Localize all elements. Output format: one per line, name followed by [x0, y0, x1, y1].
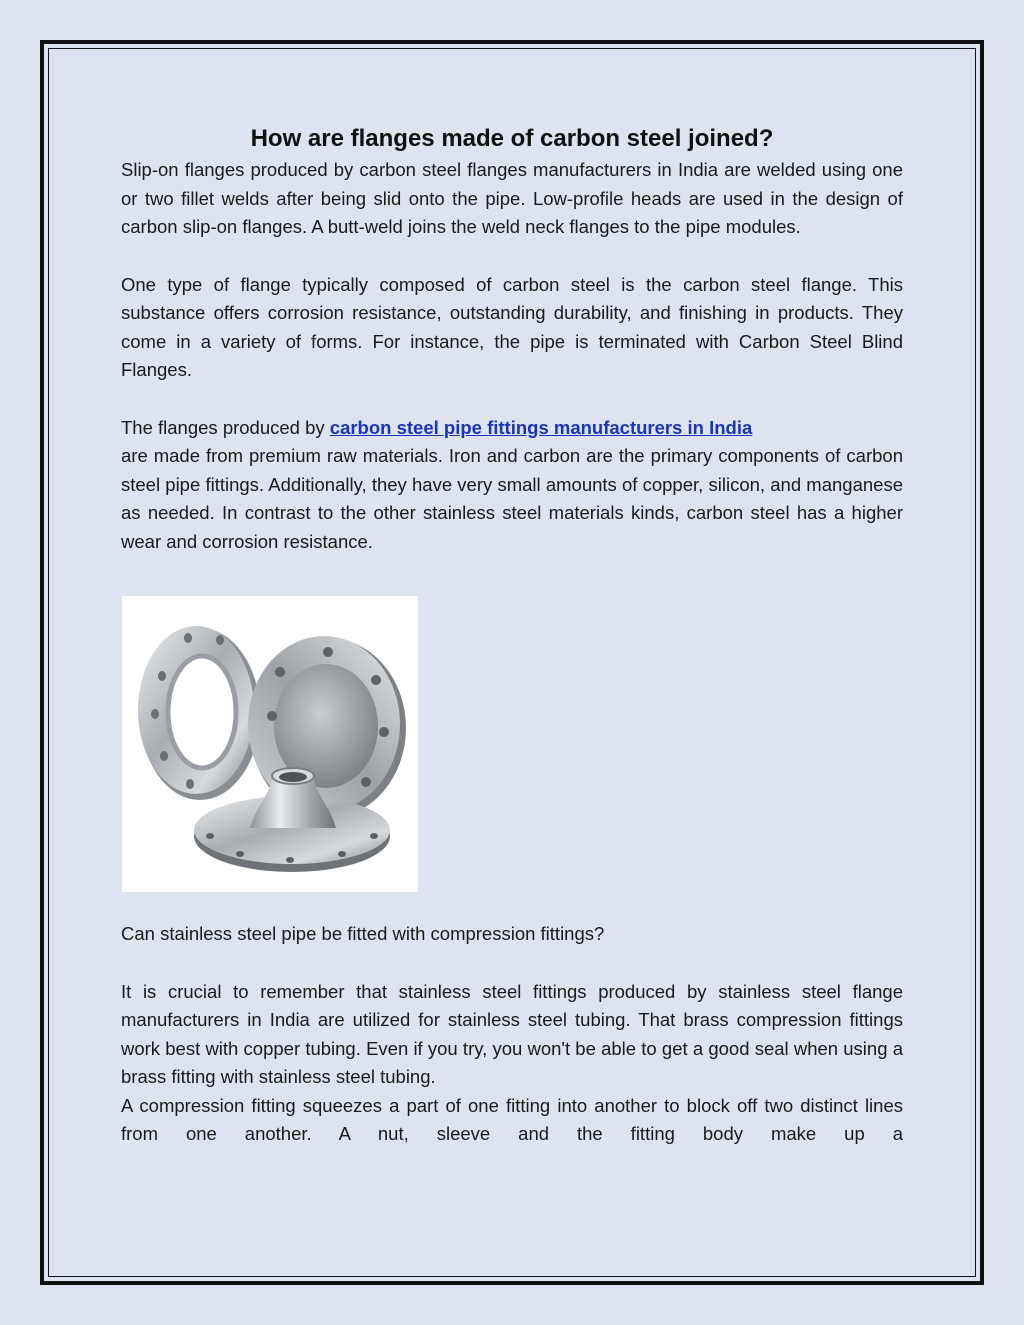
document-body — [121, 124, 903, 1149]
compression-fittings-question: Can stainless steel pipe be fitted with compression fittings? — [121, 923, 605, 944]
paragraph-raw-materials: are made from premium raw materials. Iron and carbon are the primary components of carbon steel pipe fittings. Additionally, they have very small amounts of copper, silicon, and manganese as needed. In contrast to the other stainless steel materials kinds, carbon steel has a higher wear and corrosion resistance. — [121, 445, 903, 552]
paragraph-lead-text: The flanges produced by — [121, 416, 330, 438]
document-title: How are flanges made of carbon steel joined? — [250, 125, 774, 152]
pipe-fittings-link[interactable]: carbon steel pipe fittings manufacturers in India — [329, 416, 753, 438]
paragraph-carbon-steel-flange: One type of flange typically composed of carbon steel is the carbon steel flange. This substance offers corrosion resistance, outstanding durability, and finishing in products. They come in a variety of forms. For instance, the pipe is terminated with Carbon Steel Blind Flanges. — [121, 273, 903, 380]
flanges-photo — [122, 596, 418, 892]
paragraph-lead-line — [121, 414, 903, 443]
paragraph-slip-on-flanges: Slip-on flanges produced by carbon steel flanges manufacturers in India are welded using one or two fillet welds after being slid onto the pipe. Low-profile heads are used in the design of carbon slip-on flanges. A butt-weld joins the weld neck flanges to the pipe modules. — [121, 159, 903, 237]
paragraph-stainless-tubing: It is crucial to remember that stainless steel fittings produced by stainless steel flange manufacturers in India are utilized for stainless steel tubing. That brass compression fittings work best with copper tubing. Even if you try, you won't be able to get a good seal when using a brass fitting with stainless steel tubing. — [121, 980, 903, 1087]
steel-flanges-photo-icon — [122, 596, 418, 892]
paragraph-compression-fitting: A compression fitting squeezes a part of one fitting into another to block off two distinct lines from one another. A nut, sleeve and the fitting body make up a — [121, 1094, 903, 1144]
